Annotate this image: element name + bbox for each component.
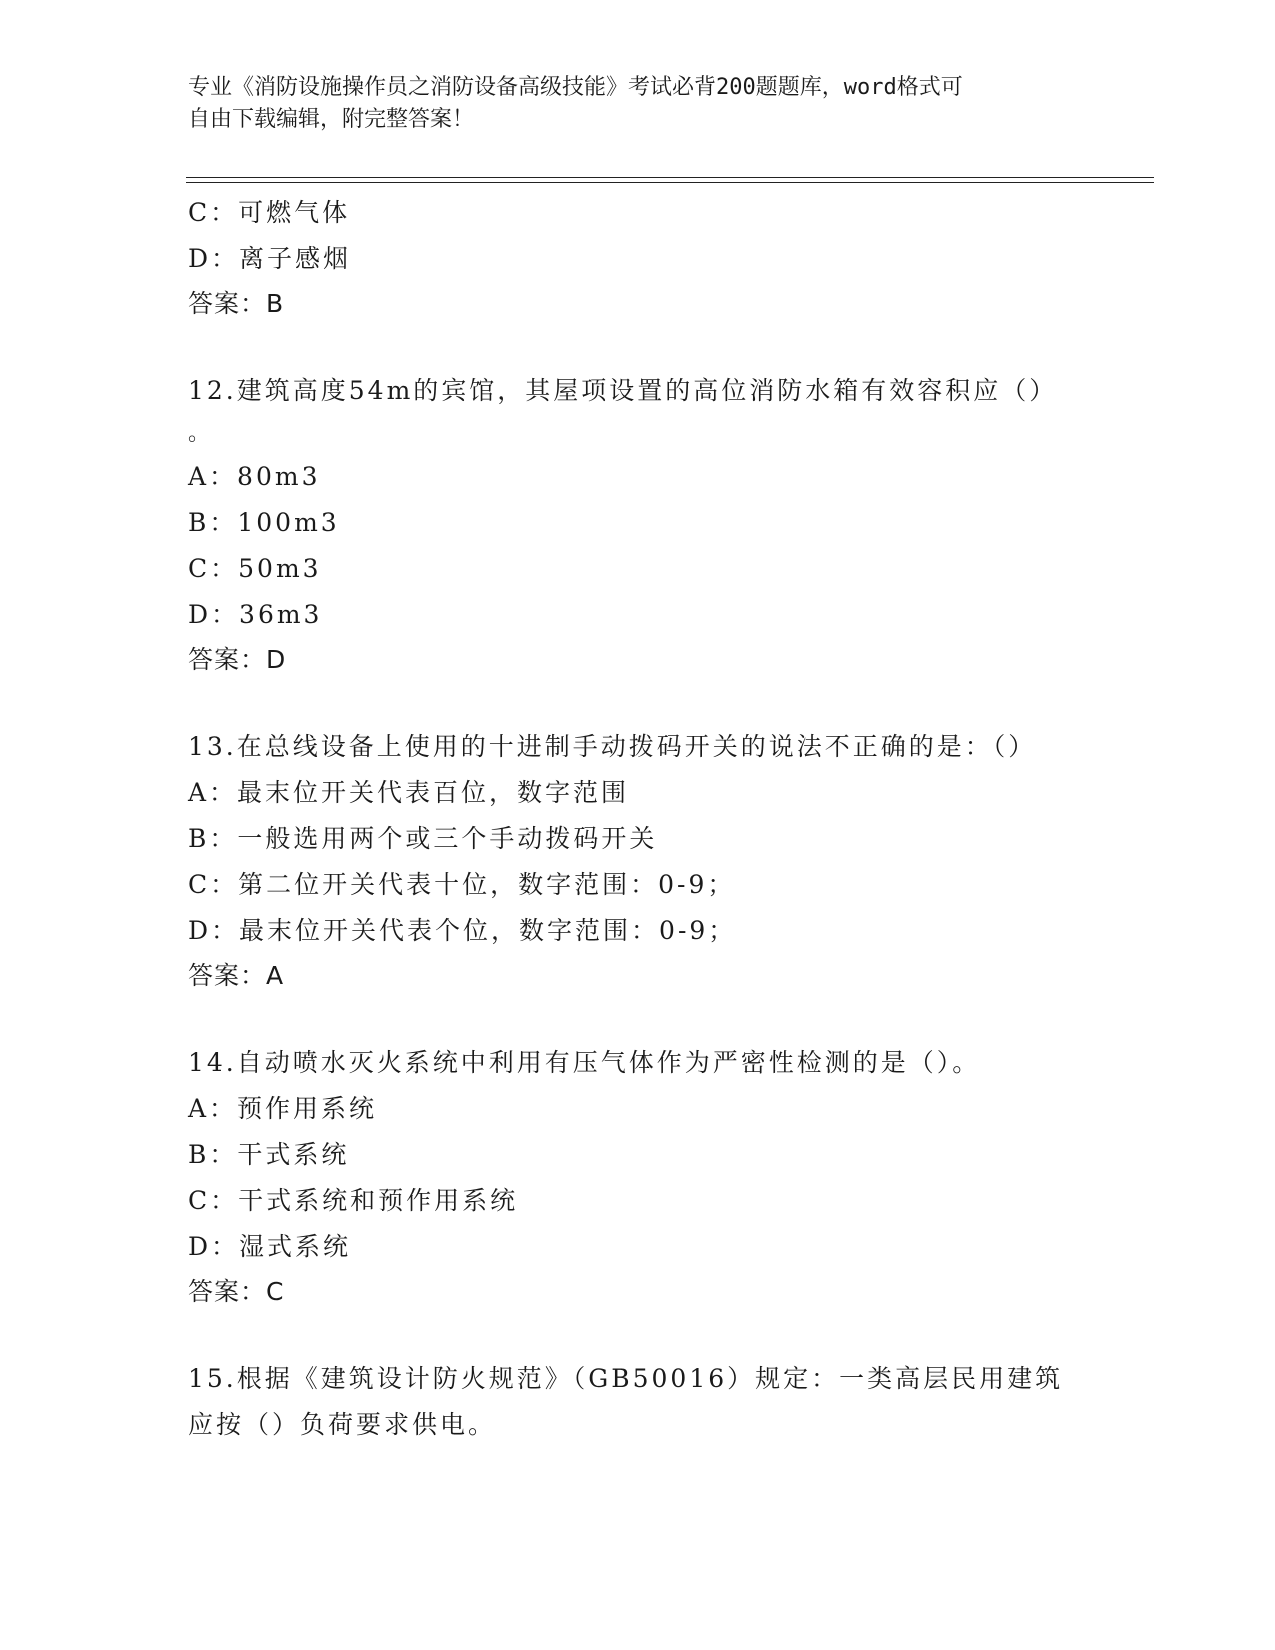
question-text-continued: 。 [188,421,211,446]
option-b: B：一般选用两个或三个手动拨码开关 [188,824,658,853]
question-text: 12.建筑高度54m的宾馆，其屋项设置的高位消防水箱有效容积应（） [188,376,1058,405]
answer-label: 答案：A [188,961,285,990]
document-header [188,72,1068,136]
question-text: 13.在总线设备上使用的十进制手动拨码开关的说法不正确的是：（） [188,732,1037,761]
option-b: B：100m3 [188,508,340,537]
header-divider-bottom [186,182,1154,183]
option-d: D：最末位开关代表个位，数字范围：0-9； [188,916,737,945]
header-divider-top [186,177,1154,178]
option-c: C：干式系统和预作用系统 [188,1186,519,1215]
header-line-1: 专业《消防设施操作员之消防设备高级技能》考试必背200题题库，word格式可 [188,75,963,100]
answer-label: 答案：C [188,1277,285,1306]
spacer [188,326,1088,368]
option-d: D：湿式系统 [188,1232,352,1261]
question-15 [188,1356,1088,1448]
option-a: A：80m3 [188,462,321,491]
option-c: C：50m3 [188,554,322,583]
question-list [188,190,1088,1448]
question-12 [188,368,1088,682]
option-a: A：最末位开关代表百位，数字范围 [188,778,630,807]
option-a: A：预作用系统 [188,1094,378,1123]
question-text-continued: 应按（）负荷要求供电。 [188,1410,497,1439]
question-14 [188,1040,1088,1314]
spacer [188,998,1088,1040]
answer-label: 答案：D [188,645,287,674]
option-b: B：干式系统 [188,1140,350,1169]
question-text: 15.根据《建筑设计防火规范》（GB50016）规定：一类高层民用建筑 [188,1364,1064,1393]
option-c: C：第二位开关代表十位，数字范围：0-9； [188,870,736,899]
question-11 [188,190,1088,326]
option-d: D：离子感烟 [188,244,352,273]
option-d: D：36m3 [188,600,323,629]
spacer [188,1314,1088,1356]
option-c: C：可燃气体 [188,198,351,227]
question-text: 14.自动喷水灭火系统中利用有压气体作为严密性检测的是（）。 [188,1048,981,1077]
header-line-2: 自由下载编辑，附完整答案！ [188,107,475,132]
question-13 [188,724,1088,998]
spacer [188,682,1088,724]
answer-label: 答案：B [188,289,285,318]
